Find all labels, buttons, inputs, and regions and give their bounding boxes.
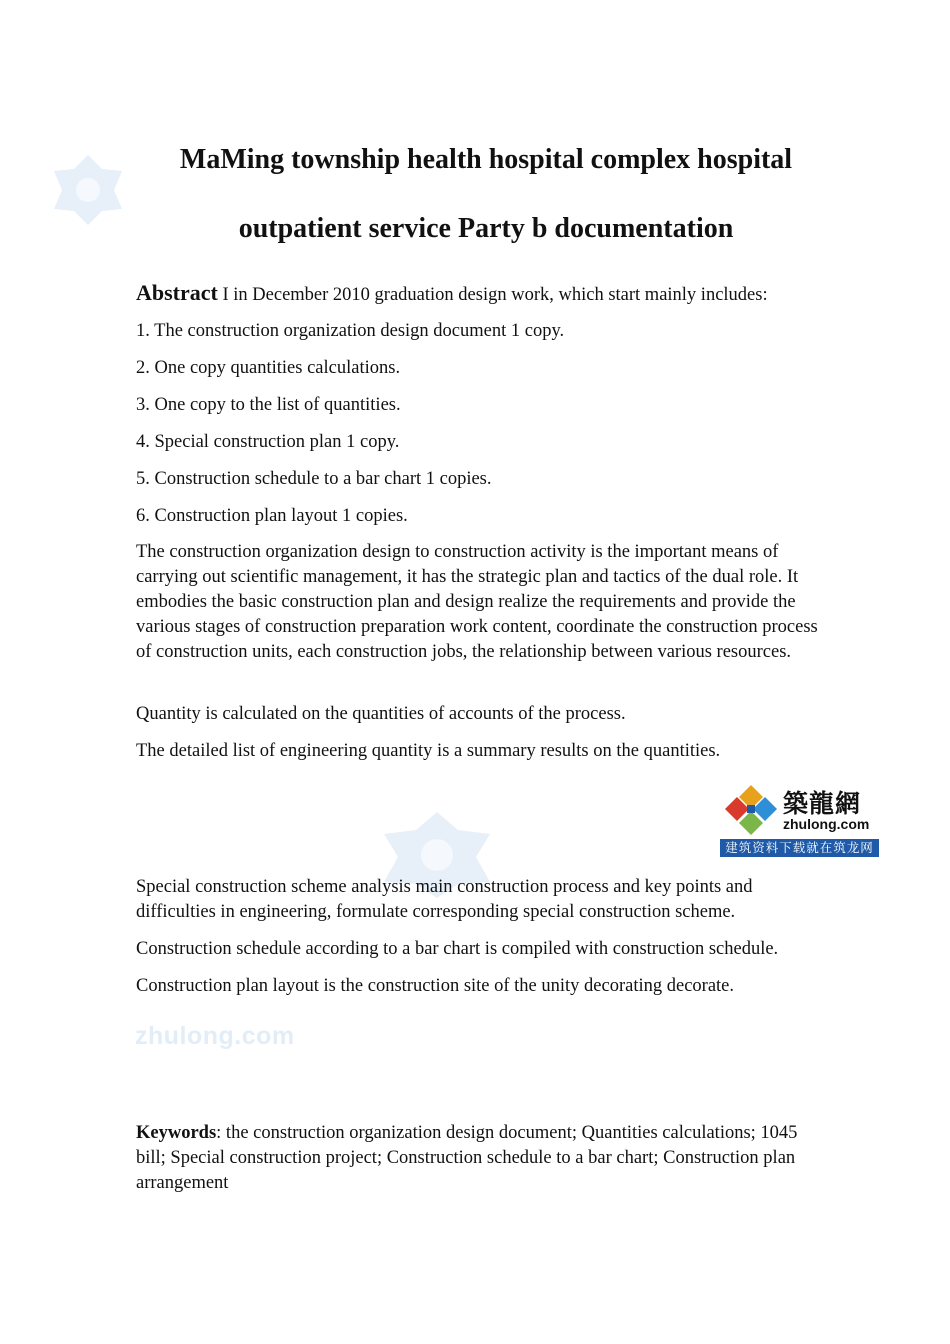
watermark-text: zhulong.com <box>135 1022 295 1050</box>
abstract-label: Abstract <box>136 280 218 305</box>
body-paragraph-list: The detailed list of engineering quantity is a summary results on the quantities. <box>136 741 721 761</box>
keywords-label: Keywords <box>136 1123 217 1143</box>
body-paragraph-design: The construction organization design to construction activity is the important means of carrying out scientific management, it has the strategic plan and tactics of the dual role. It embodies the basic construction plan and design realize the requirements and provide the various stages of construction preparation work content, coordinate the construction process of construction units, each construction jobs, the relationship between various resources. <box>136 542 818 662</box>
body-paragraph-quantity: Quantity is calculated on the quantities of accounts of the process. <box>136 704 626 724</box>
logo-slogan: 建筑资料下载就在筑龙网 <box>720 839 879 857</box>
list-item: 6. Construction plan layout 1 copies. <box>136 506 408 526</box>
logo-domain: zhulong.com <box>783 816 870 832</box>
abstract-paragraph <box>136 280 836 306</box>
keywords-text: : the construction organization design document; Quantities calculations; 1045 bill; Special construction project; Construction schedule to a bar chart; Construction plan arrangement <box>136 1123 798 1193</box>
zhulong-emblem-icon <box>723 783 779 837</box>
document-title-line-1: MaMing township health hospital complex hospital <box>179 144 793 175</box>
body-paragraph-special-scheme: Special construction scheme analysis main construction process and key points and difficulties in engineering, formulate corresponding special construction scheme. <box>136 877 753 922</box>
logo-chinese-name: 築龍網 <box>783 789 862 818</box>
abstract-text: I in December 2010 graduation design work, which start mainly includes: <box>217 285 768 305</box>
document-title-line-2: outpatient service Party b documentation <box>238 213 734 244</box>
list-item: 4. Special construction plan 1 copy. <box>136 432 400 452</box>
list-item: 3. One copy to the list of quantities. <box>136 395 401 415</box>
zhulong-logo <box>720 781 879 857</box>
body-paragraph-schedule: Construction schedule according to a bar chart is compiled with construction schedule. <box>136 939 779 959</box>
list-item: 5. Construction schedule to a bar chart 1 copies. <box>136 469 492 489</box>
list-item: 2. One copy quantities calculations. <box>136 358 401 378</box>
keywords-paragraph <box>136 1121 826 1196</box>
body-paragraph-layout: Construction plan layout is the construction site of the unity decorating decorate. <box>136 976 735 996</box>
list-item: 1. The construction organization design document 1 copy. <box>136 321 565 341</box>
